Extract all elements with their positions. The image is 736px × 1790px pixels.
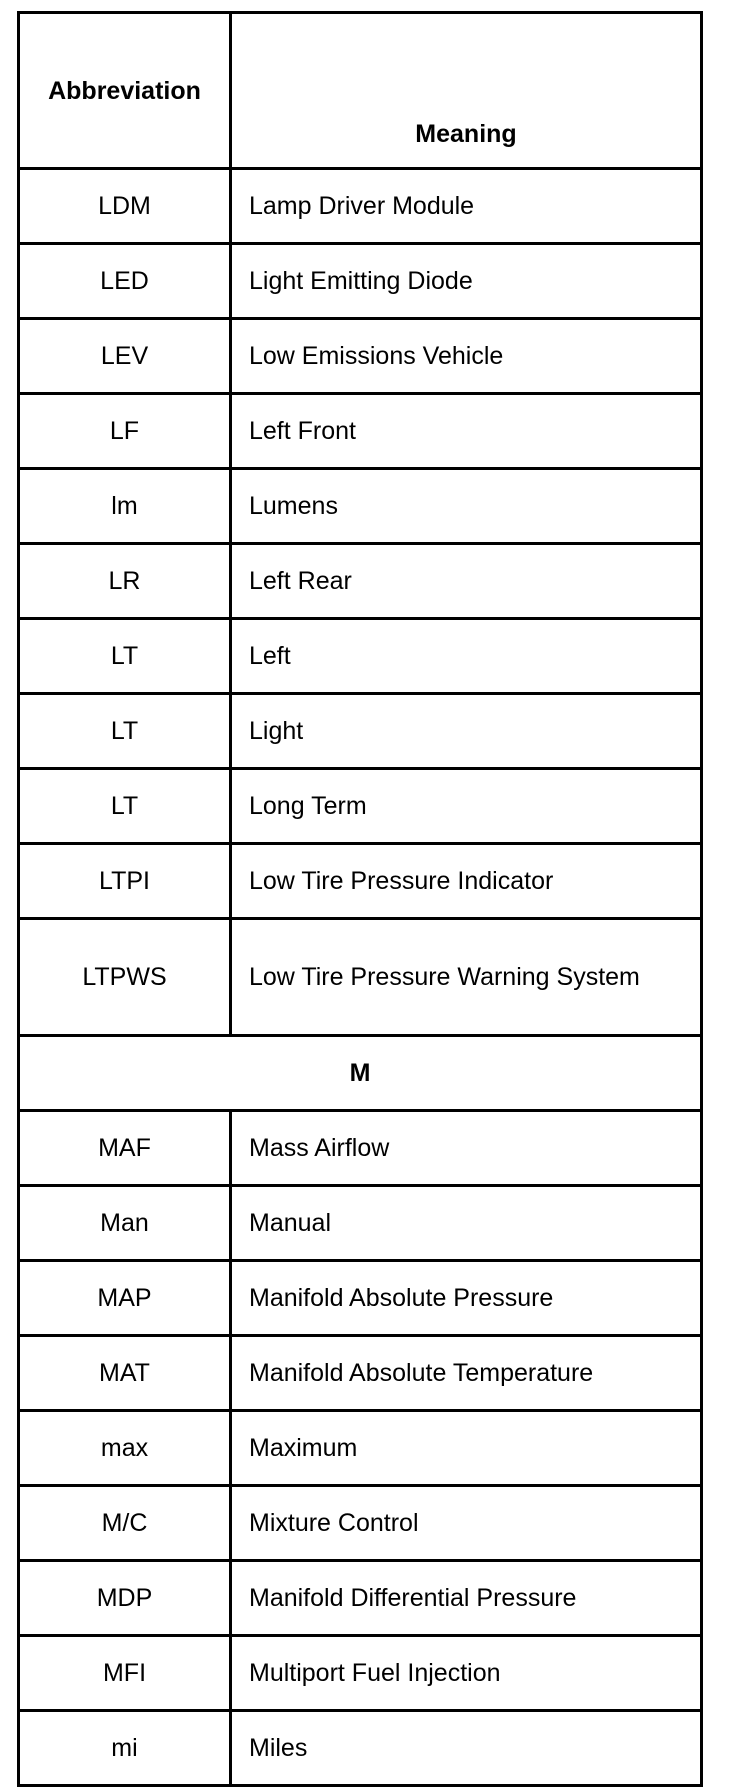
table-row — [19, 1486, 702, 1561]
abbreviation-cell: max — [19, 1411, 231, 1486]
abbreviation-table — [17, 11, 703, 1787]
meaning-cell: Left — [231, 619, 702, 694]
meaning-cell: Left Front — [231, 394, 702, 469]
abbreviation-cell: MDP — [19, 1561, 231, 1636]
abbreviation-cell: LT — [19, 619, 231, 694]
section-row — [19, 1036, 702, 1111]
meaning-cell: Mixture Control — [231, 1486, 702, 1561]
abbreviation-cell: Man — [19, 1186, 231, 1261]
abbreviation-cell: MAP — [19, 1261, 231, 1336]
meaning-cell: Miles — [231, 1711, 702, 1786]
table-row — [19, 619, 702, 694]
table-row — [19, 1336, 702, 1411]
abbreviation-cell: LF — [19, 394, 231, 469]
abbreviation-cell: LR — [19, 544, 231, 619]
meaning-cell: Light — [231, 694, 702, 769]
table-row — [19, 1186, 702, 1261]
meaning-cell: Mass Airflow — [231, 1111, 702, 1186]
meaning-cell: Manifold Absolute Temperature — [231, 1336, 702, 1411]
header-meaning: Meaning — [231, 13, 702, 169]
table-row — [19, 769, 702, 844]
abbreviation-cell: LTPI — [19, 844, 231, 919]
header-abbreviation: Abbreviation — [19, 13, 231, 169]
abbreviation-cell: M/C — [19, 1486, 231, 1561]
abbreviation-cell: LT — [19, 694, 231, 769]
table-row — [19, 1411, 702, 1486]
meaning-cell: Manifold Absolute Pressure — [231, 1261, 702, 1336]
meaning-cell: Manifold Differential Pressure — [231, 1561, 702, 1636]
table-row — [19, 919, 702, 1036]
table-header-row — [19, 13, 702, 169]
abbreviation-cell: mi — [19, 1711, 231, 1786]
meaning-cell: Manual — [231, 1186, 702, 1261]
table-row — [19, 469, 702, 544]
abbreviation-cell: LED — [19, 244, 231, 319]
table-row — [19, 169, 702, 244]
table-row — [19, 1561, 702, 1636]
meaning-cell: Multiport Fuel Injection — [231, 1636, 702, 1711]
abbreviation-cell: LDM — [19, 169, 231, 244]
table-row — [19, 394, 702, 469]
abbreviation-cell: LEV — [19, 319, 231, 394]
meaning-cell: Maximum — [231, 1411, 702, 1486]
meaning-cell: Low Emissions Vehicle — [231, 319, 702, 394]
abbreviation-cell: MAT — [19, 1336, 231, 1411]
meaning-cell: Low Tire Pressure Indicator — [231, 844, 702, 919]
section-heading: M — [19, 1036, 702, 1111]
table-row — [19, 694, 702, 769]
table-row — [19, 1711, 702, 1786]
table-row — [19, 1261, 702, 1336]
table-row — [19, 844, 702, 919]
meaning-cell: Lumens — [231, 469, 702, 544]
table-row — [19, 1111, 702, 1186]
meaning-cell: Left Rear — [231, 544, 702, 619]
table-row — [19, 244, 702, 319]
meaning-cell: Light Emitting Diode — [231, 244, 702, 319]
abbreviation-cell: MAF — [19, 1111, 231, 1186]
meaning-cell: Low Tire Pressure Warning System — [231, 919, 702, 1036]
table-row — [19, 319, 702, 394]
abbreviation-cell: lm — [19, 469, 231, 544]
meaning-cell: Lamp Driver Module — [231, 169, 702, 244]
table-row — [19, 1636, 702, 1711]
table-row — [19, 544, 702, 619]
abbreviation-cell: MFI — [19, 1636, 231, 1711]
meaning-cell: Long Term — [231, 769, 702, 844]
abbreviation-cell: LT — [19, 769, 231, 844]
abbreviation-cell: LTPWS — [19, 919, 231, 1036]
